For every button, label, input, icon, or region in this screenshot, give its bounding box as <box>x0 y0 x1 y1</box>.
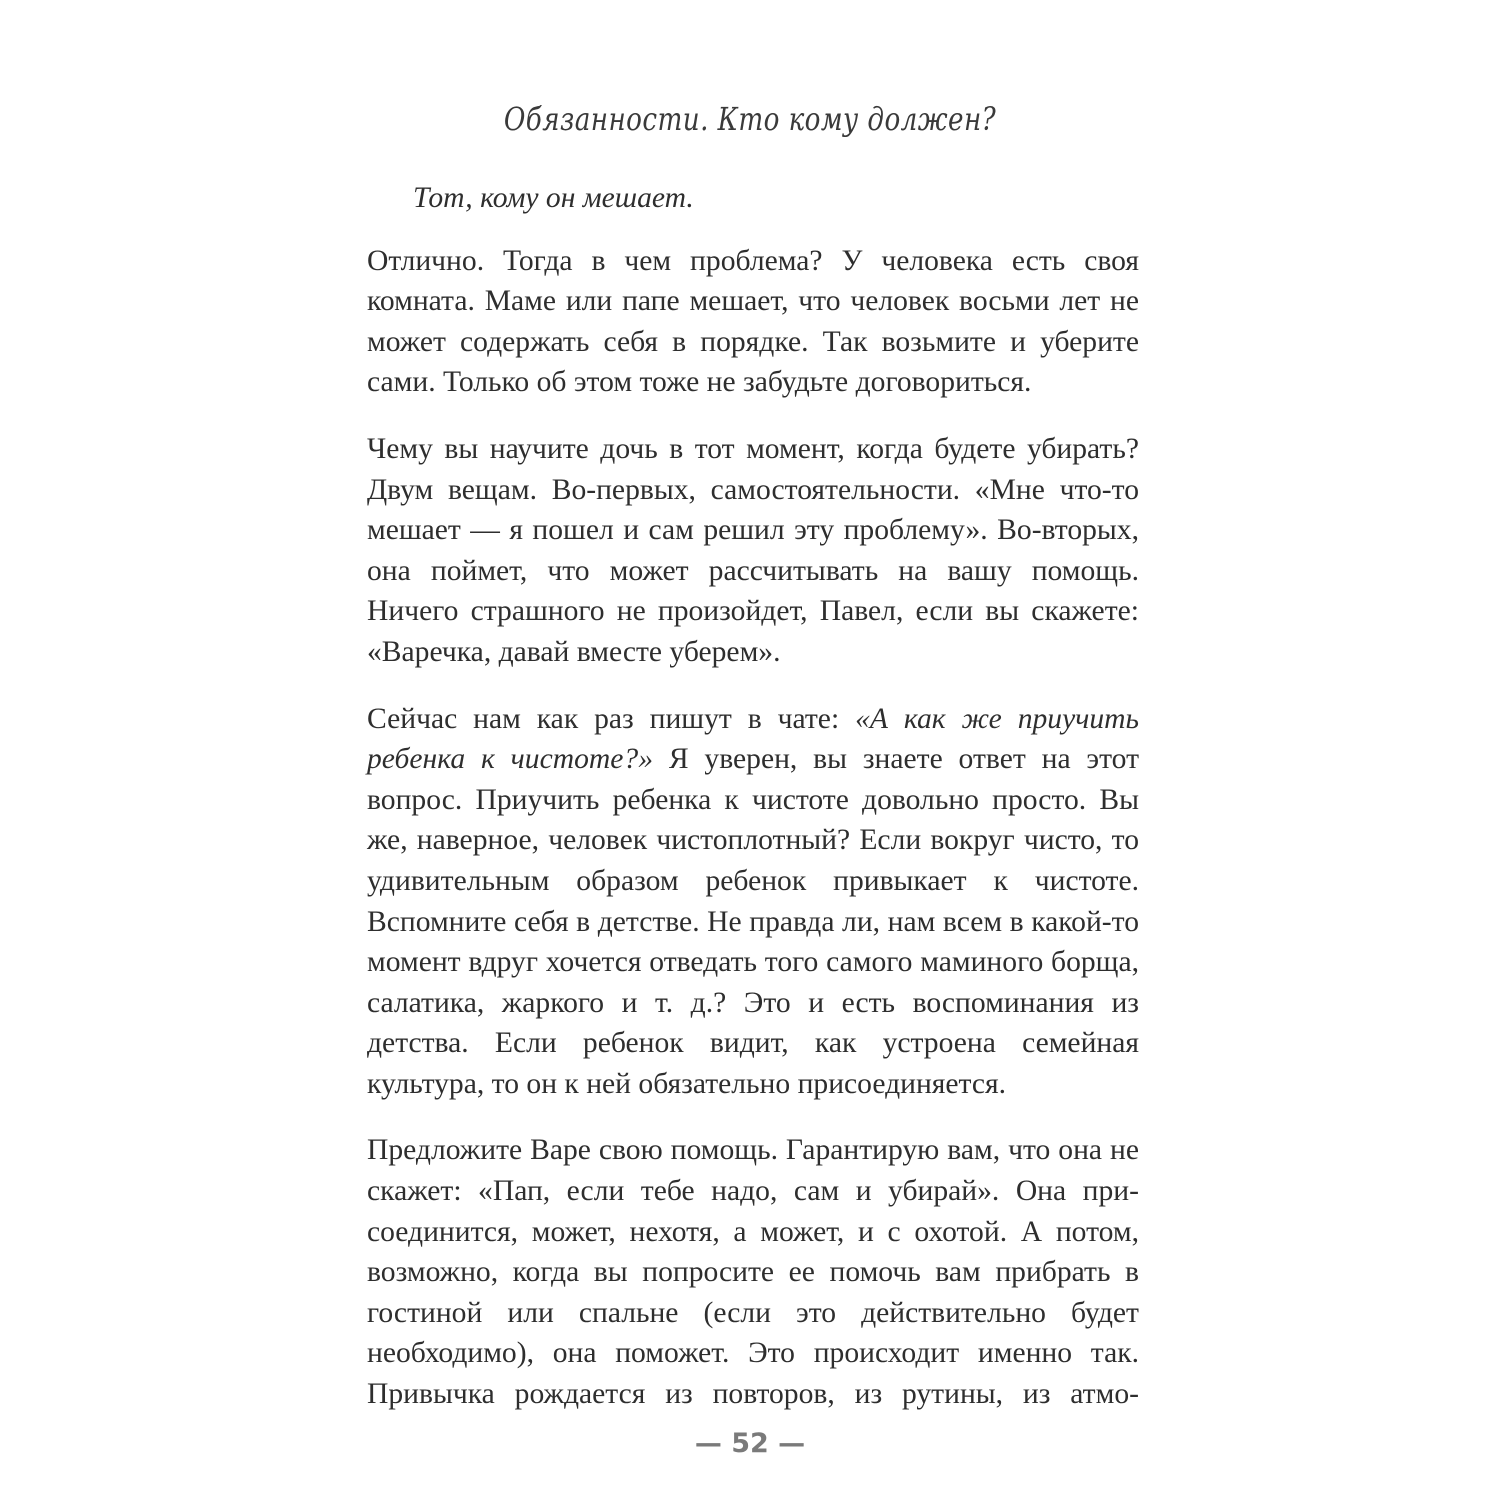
running-header-title: Обязанности. Кто кому должен? <box>503 100 997 138</box>
paragraph-4: Предложите Варе свою помощь. Гарантирую вам, что она не скажет: «Пап, если тебе надо, сам и убирай». Она присоединится, может, нехотя, а может, и с охотой. А потом, возможно, когда вы попросите ее помочь вам прибрать в гостиной или спальне (если это действительно будет необходимо), она поможет. Это происходит именно так. Привычка рождается из повторов, из рутины, из атмо- <box>367 1134 1139 1411</box>
paragraph-3 <box>367 699 1139 1105</box>
paragraph-2: Чему вы научите дочь в тот момент, когда будете убирать? Двум вещам. Во-первых, самостоятельности. «Мне что-то мешает — я пошел и сам решил эту проблему». Во-вторых, она поймет, что может рассчитывать на вашу помощь. Ничего страшного не произойдет, Павел, если вы скажете: «Варечка, давай вместе уберем». <box>367 432 1139 668</box>
paragraph-3-rest: Я уверен, вы знаете ответ на этот вопрос. Приучить ребенка к чистоте довольно просто. Вы же, наверное, человек чистоплотный? Если вокруг чисто, то удивительным образом ребенок привыкает к чистоте. Вспомните себя в детстве. Не правда ли, нам всем в какой-то момент вдруг хочется отведать того самого маминого борща, салатика, жаркого и т. д.? Это и есть воспоминания из детства. Если ребенок видит, как устроена семейная культура, то он к ней обязательно присоединяется. <box>367 743 1139 1100</box>
quote-paragraph: Тот, кому он мешает. <box>413 182 694 214</box>
paragraph-3-lead: Сейчас нам как раз пишут в чате: <box>367 702 856 735</box>
paragraph-1: Отлично. Тогда в чем проблема? У человека есть своя комната. Маме или папе мешает, что человек восьми лет не может содержать себя в порядке. Так возьмите и уберите сами. Только об этом тоже не забудьте договориться. <box>367 244 1139 399</box>
paragraph-3-chat-question: «А как же приучить ребенка к чистоте?» <box>367 702 1139 776</box>
page-number: — 52 — <box>694 1428 806 1459</box>
body-text <box>367 178 1139 1441</box>
